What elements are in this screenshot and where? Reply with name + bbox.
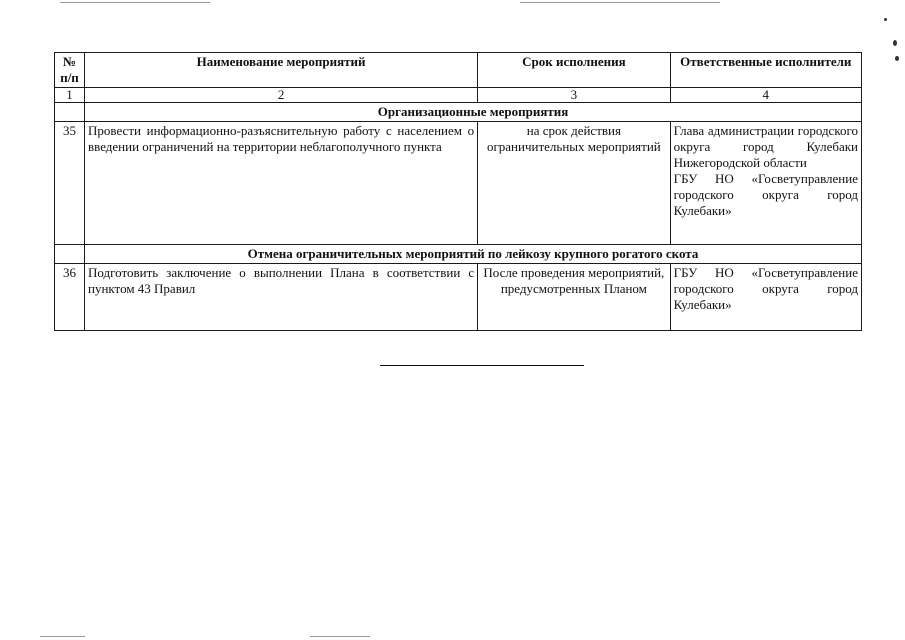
col-number: 4 bbox=[670, 88, 861, 103]
section-title: Организационные мероприятия bbox=[85, 103, 862, 122]
column-number-row bbox=[55, 88, 862, 103]
row-measure-name: Подготовить заключение о выполнении Плана в соответствии с пунктом 43 Правил bbox=[85, 264, 478, 331]
table-row bbox=[55, 122, 862, 245]
measures-table bbox=[54, 52, 862, 331]
scan-edge-line bbox=[40, 636, 85, 637]
scan-edge-line bbox=[520, 2, 720, 3]
scan-speck bbox=[895, 56, 899, 61]
table-row bbox=[55, 264, 862, 331]
row-measure-name: Провести информационно-разъяснительную работу с населением о введении ограничений на территории неблагополучного пункта bbox=[85, 122, 478, 245]
section-row bbox=[55, 103, 862, 122]
scan-edge-line bbox=[310, 636, 370, 637]
responsible-entry: ГБУ НО «Госветуправление городского округа город Кулебаки» bbox=[673, 265, 858, 312]
row-responsible bbox=[670, 264, 861, 331]
scan-edge-line bbox=[60, 2, 210, 3]
header-responsible: Ответственные исполнители bbox=[670, 53, 861, 88]
scan-speck bbox=[884, 18, 887, 21]
col-number: 1 bbox=[55, 88, 85, 103]
row-number: 36 bbox=[55, 264, 85, 331]
col-number: 3 bbox=[478, 88, 670, 103]
row-term: на срок действия ограничительных мероприятий bbox=[478, 122, 670, 245]
table-header-row bbox=[55, 53, 862, 88]
section-title: Отмена ограничительных мероприятий по лейкозу крупного рогатого скота bbox=[85, 245, 862, 264]
responsible-entry: Глава администрации городского округа город Кулебаки Нижегородской области bbox=[673, 123, 858, 170]
row-number: 35 bbox=[55, 122, 85, 245]
scan-speck bbox=[893, 40, 897, 46]
responsible-entry: ГБУ НО «Госветуправление городского округа город Кулебаки» bbox=[673, 171, 858, 218]
end-of-document-rule bbox=[380, 365, 584, 366]
col-number: 2 bbox=[85, 88, 478, 103]
row-term: После проведения мероприятий, предусмотренных Планом bbox=[478, 264, 670, 331]
section-row bbox=[55, 245, 862, 264]
header-num: № п/п bbox=[55, 53, 85, 88]
header-name: Наименование мероприятий bbox=[85, 53, 478, 88]
row-responsible bbox=[670, 122, 861, 245]
header-term: Срок исполнения bbox=[478, 53, 670, 88]
